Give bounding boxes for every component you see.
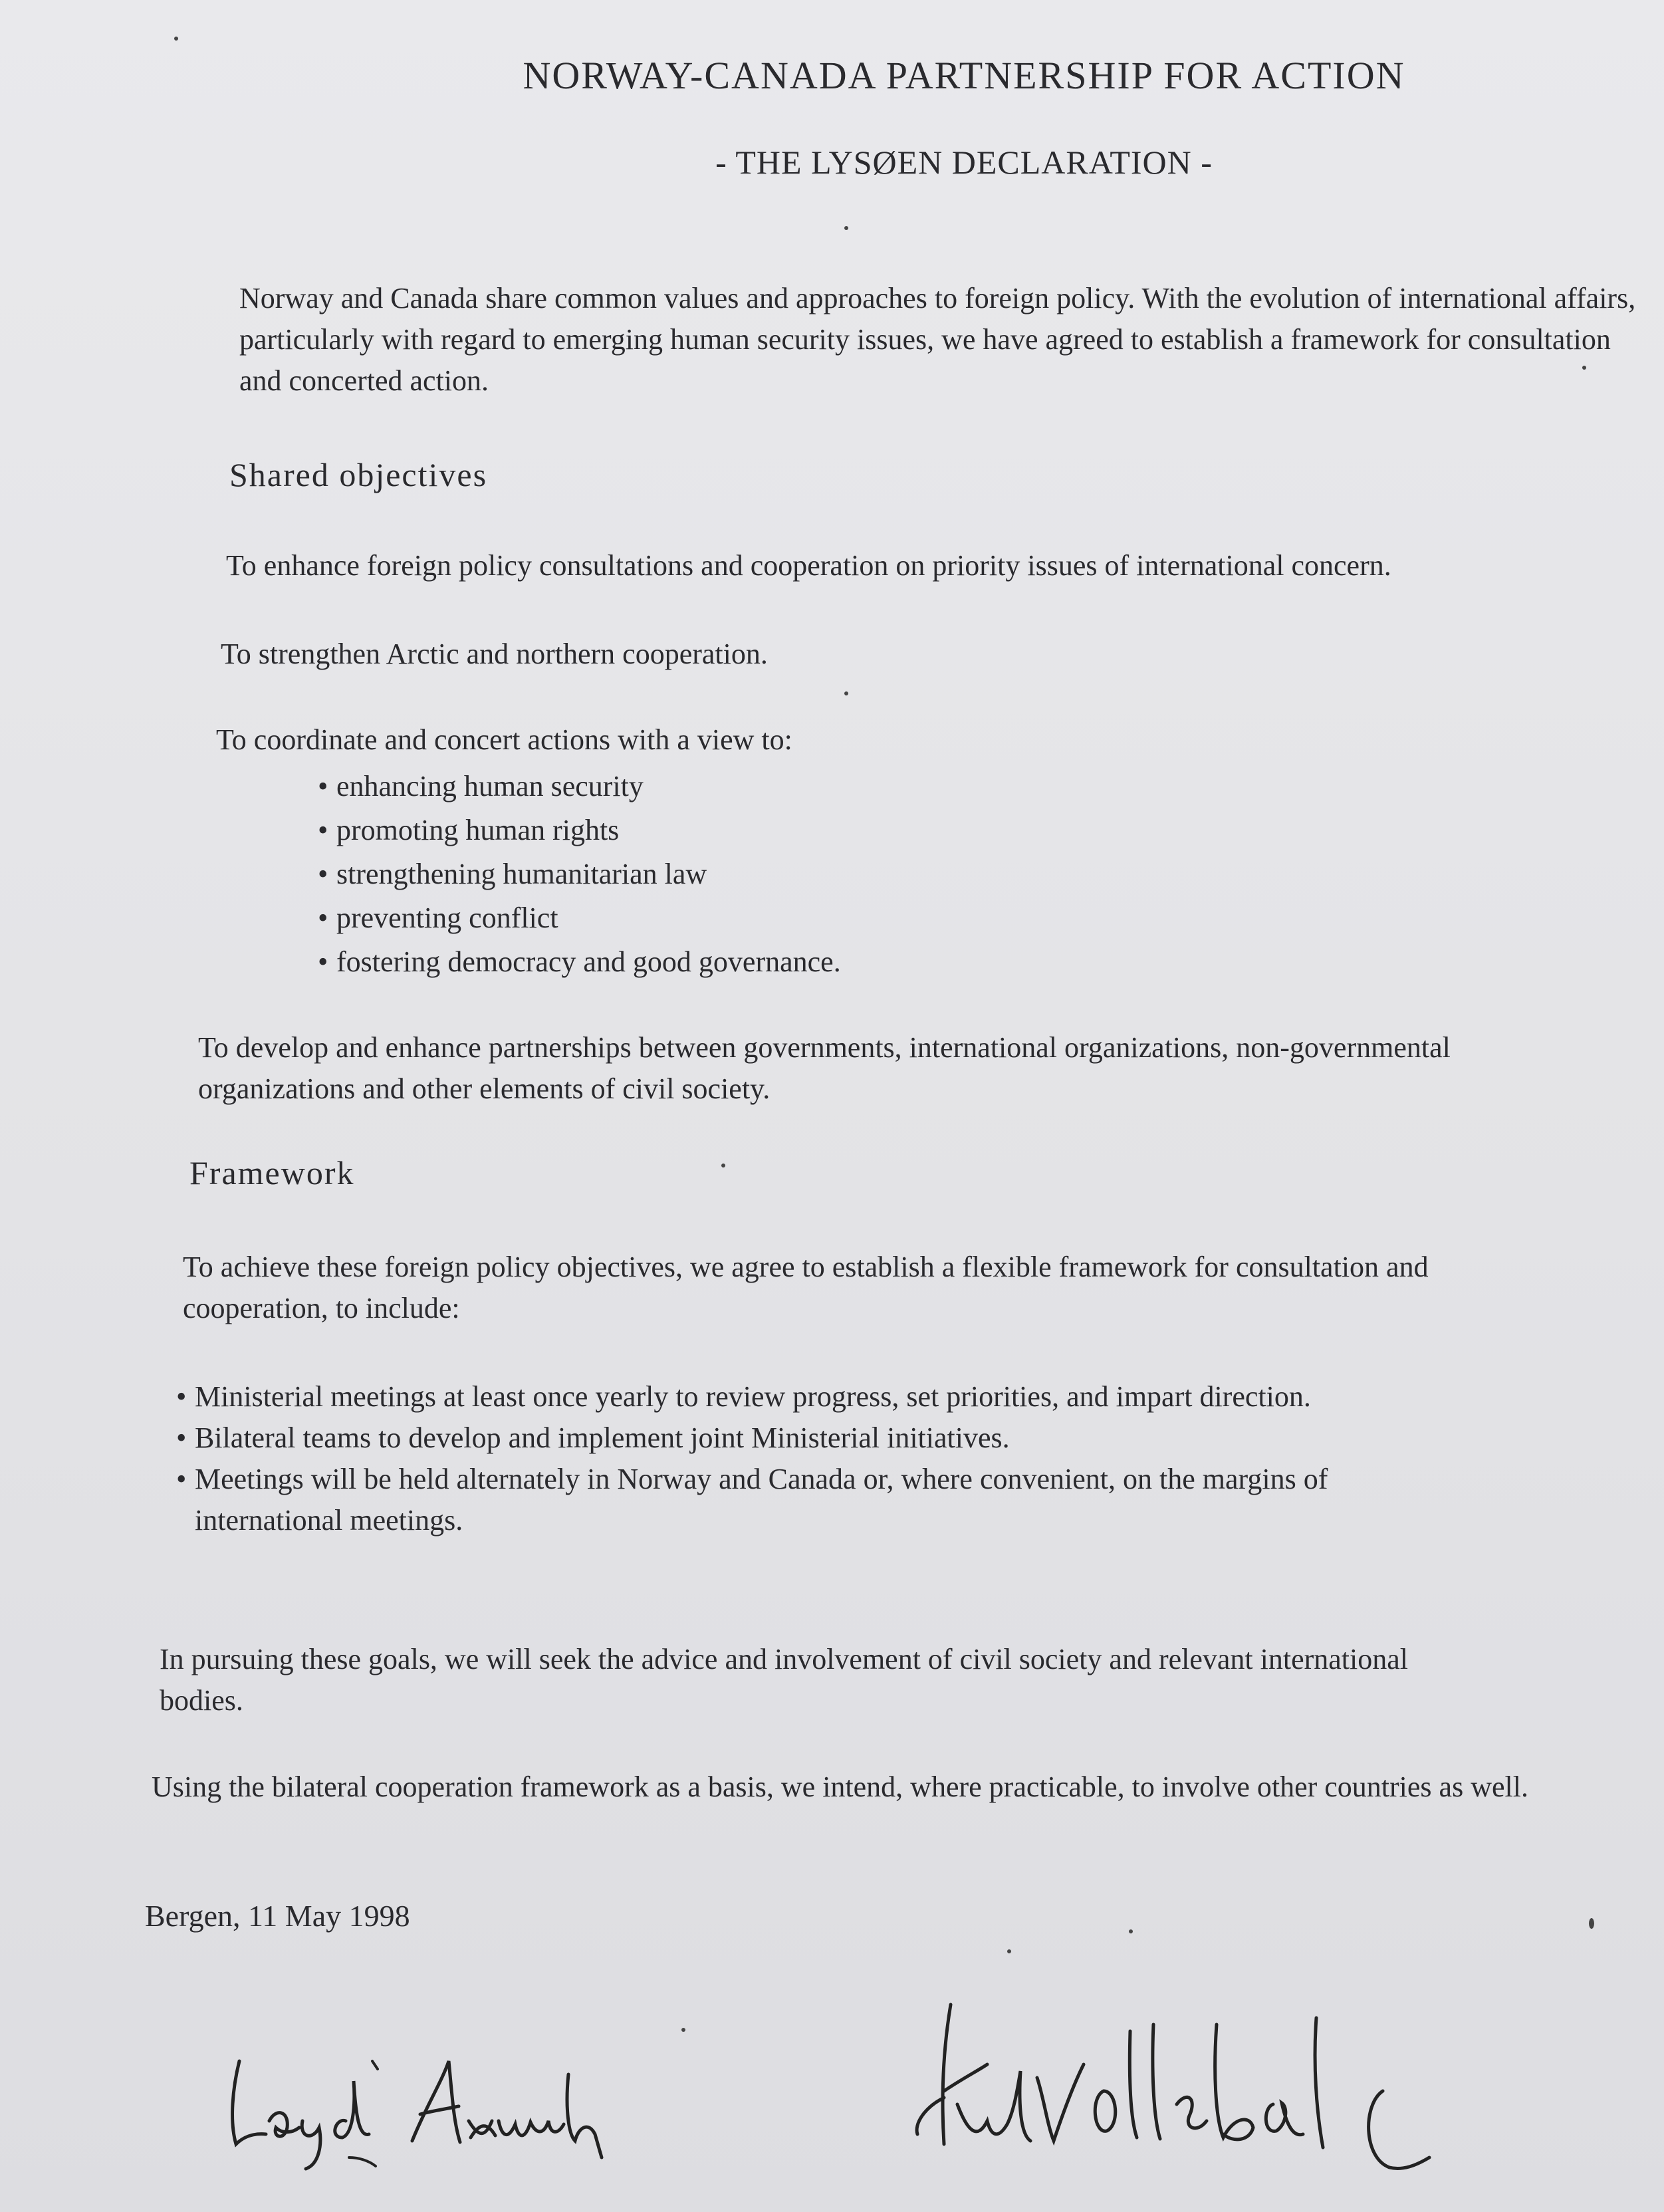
framework-paragraph-2: Using the bilateral cooperation framework as a basis, we intend, where practicable, to involve other countries as well. xyxy=(152,1771,1528,1803)
objective-3-list xyxy=(318,765,1381,984)
objective-1: To enhance foreign policy consultations and cooperation on priority issues of international concern. xyxy=(226,549,1391,582)
paper-speck xyxy=(844,226,848,230)
paper-speck xyxy=(721,1164,725,1167)
paper-speck xyxy=(681,2028,685,2032)
objective-2: To strengthen Arctic and northern cooperation. xyxy=(221,638,768,670)
section-heading-framework: Framework xyxy=(189,1154,355,1191)
objective-4: To develop and enhance partnerships between governments, international organizations, non-governmental organizations and other elements of civil society. xyxy=(198,1031,1451,1105)
signature-right xyxy=(904,1991,1529,2184)
paper-speck xyxy=(1129,1929,1133,1933)
list-item: • strengthening humanitarian law xyxy=(318,852,1381,896)
paper-speck xyxy=(1007,1949,1011,1953)
document-subtitle: - THE LYSØEN DECLARATION - xyxy=(715,144,1213,181)
place-date: Bergen, 11 May 1998 xyxy=(145,1899,410,1933)
list-item: • Ministerial meetings at least once yearly to review progress, set priorities, and impart direction. xyxy=(176,1376,1439,1417)
paper-speck xyxy=(1589,1918,1594,1929)
paper-speck xyxy=(844,691,848,695)
framework-lead: To achieve these foreign policy objectives, we agree to establish a flexible framework for consultation and cooperation, to include: xyxy=(183,1251,1429,1324)
list-item: • fostering democracy and good governance. xyxy=(318,940,1381,984)
framework-list xyxy=(176,1376,1439,1541)
list-item: • Meetings will be held alternately in Norway and Canada or, where convenient, on the margins of international meetings. xyxy=(176,1459,1439,1541)
paper-speck xyxy=(174,37,178,41)
objective-3-lead: To coordinate and concert actions with a view to: xyxy=(216,723,792,756)
section-heading-shared-objectives: Shared objectives xyxy=(229,456,488,493)
framework-paragraph-1: In pursuing these goals, we will seek the advice and involvement of civil society and relevant international bodies. xyxy=(160,1643,1408,1717)
list-item: • preventing conflict xyxy=(318,896,1381,940)
list-item: • enhancing human security xyxy=(318,765,1381,808)
intro-paragraph: Norway and Canada share common values and approaches to foreign policy. With the evolution of international affairs, particularly with regard to emerging human security issues, we have agreed to establish a framework for consultation and concerted action. xyxy=(239,282,1636,397)
document-title: NORWAY-CANADA PARTNERSHIP FOR ACTION xyxy=(523,54,1405,97)
paper-speck xyxy=(1582,366,1586,370)
list-item: • promoting human rights xyxy=(318,808,1381,852)
list-item: • Bilateral teams to develop and implement joint Ministerial initiatives. xyxy=(176,1417,1439,1459)
signature-left xyxy=(213,2021,625,2181)
